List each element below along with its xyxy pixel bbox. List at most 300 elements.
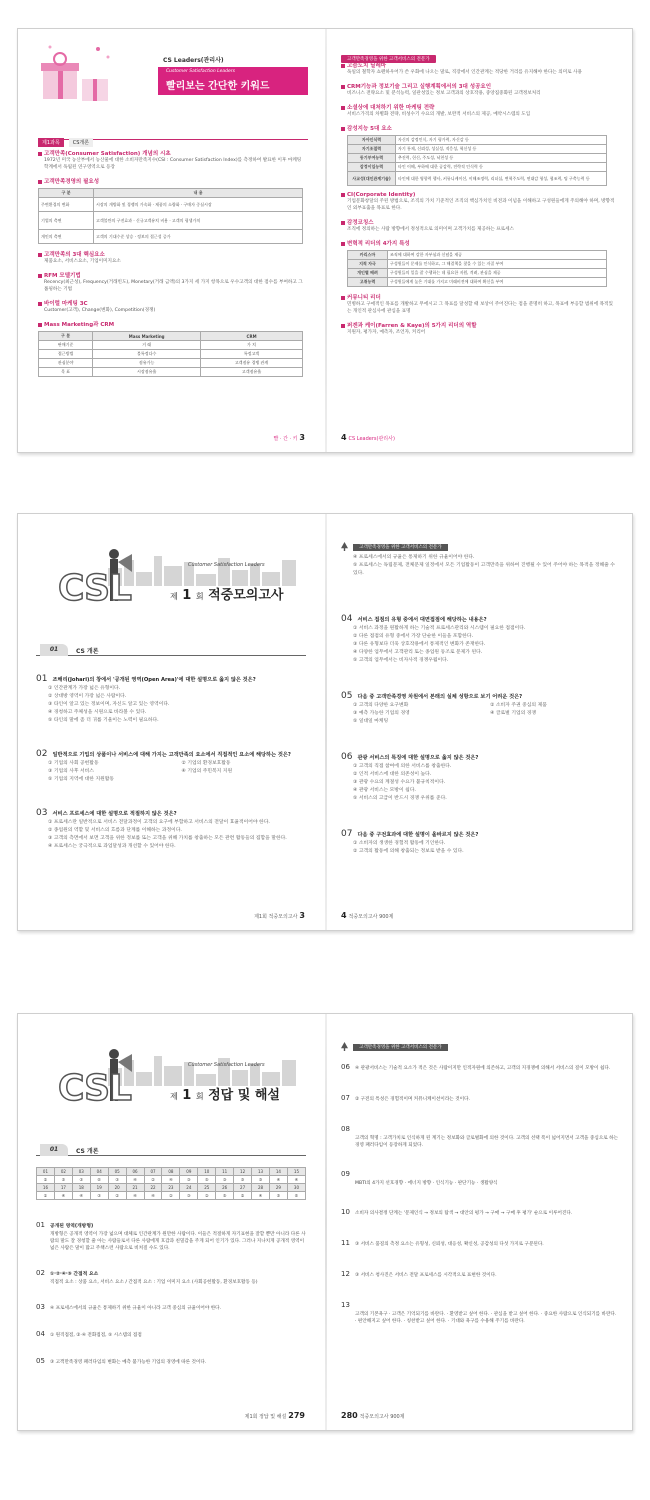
table-cell: ② <box>108 1192 126 1200</box>
table-cell: ④ <box>72 1192 90 1200</box>
banner-sub: Customer Satisfaction Leaders <box>188 1062 265 1068</box>
option: ② 소비자 주권 중심의 제품 <box>490 703 547 708</box>
table-cell: ② <box>162 1192 180 1200</box>
option: ⑤ 고객의 업무에서는 비자사적 경쟁우월이다. <box>353 658 449 663</box>
table-cell: ② <box>234 1192 252 1200</box>
option: ③ 예측 가능한 기업의 경영 <box>353 711 410 716</box>
table-row <box>37 1184 306 1192</box>
option: ① 고객의 직접 참여에 의한 서비스를 창출한다. <box>353 764 452 769</box>
spread-keyword-pages <box>17 28 633 453</box>
option: ④ 경청하고 주체성을 시원으로 바라볼 수 있다. <box>48 710 147 715</box>
banner-title <box>170 584 283 603</box>
question-text: 다음 중 구전효과에 대한 설명이 올바르지 않은 것은? <box>357 832 479 838</box>
explanation-body: 직접적 요소 : 상품 요소, 서비스 요소 / 간접적 요소 : 기업 이미지 요소 (사회공헌활동, 환경보호활동 등) <box>50 1280 258 1285</box>
section <box>38 320 303 377</box>
page-footer <box>254 911 305 920</box>
page-footer <box>273 433 305 442</box>
table-cell: 조직에 대하여 강한 자부심과 신념을 제공 <box>388 251 607 260</box>
table-cell: 타인에 대한 영향력 행사, 커뮤니케이션, 이해조정력, 리더십, 변혁주도력, 연대감 형성, 협조력, 팀 구축능력 등 <box>396 172 607 186</box>
question <box>36 666 306 725</box>
section <box>341 239 617 287</box>
table-cell: ④ <box>126 1176 144 1184</box>
table-cell: ④ <box>126 1192 144 1200</box>
table-cell: 17 <box>54 1184 72 1192</box>
page-header <box>341 1036 448 1055</box>
explanation <box>36 1212 306 1252</box>
table-row <box>39 341 303 350</box>
option: ③ 다른 유형보다 더욱 상호작용에서 통제적인 변화가 존재한다. <box>353 642 486 647</box>
option: ④ 글로벌 기업의 경쟁 <box>490 711 537 716</box>
unit-bar <box>36 644 306 656</box>
unit-number: 01 <box>40 1144 68 1156</box>
table-row <box>39 350 303 359</box>
unit-name: CS 개론 <box>76 1148 99 1155</box>
table-cell: 28 <box>252 1184 270 1192</box>
answer-grid <box>36 1167 306 1200</box>
option: ② 기업의 환경보호활동 <box>181 761 231 766</box>
table-row <box>348 278 607 287</box>
table-row <box>348 172 607 186</box>
explanation-list <box>341 1054 619 1325</box>
table-cell: 29 <box>269 1184 287 1192</box>
explanation-body: ① 원격접점, ②·④ 전화접점, ⑤ 시스템의 접점 <box>50 1333 142 1338</box>
csl-banner <box>48 554 298 614</box>
option: ② 다른 접점의 유형 중에서 가장 단순한 이들을 포함한다. <box>353 634 473 639</box>
table-cell: 04 <box>90 1168 108 1176</box>
section-body: 비즈니스 전략요소 및 분석능력, 일관성있는 정보 고객과의 상호작용, 중앙집중화된 고객정보처리 <box>347 91 541 96</box>
table-row <box>348 136 607 145</box>
table-cell: 25 <box>198 1184 216 1192</box>
leader-table <box>347 250 607 287</box>
table-cell: 고취능력 <box>348 278 388 287</box>
explanation <box>341 1292 619 1325</box>
explanation-number: 13 <box>341 1301 350 1309</box>
explanation-title: ①·②·④·⑤ 간접적 요소 <box>50 1272 99 1277</box>
table-row <box>348 251 607 260</box>
explanation <box>341 1230 619 1249</box>
option: ④ 관광 서비스는 모방이 쉽다. <box>353 788 416 793</box>
explanation-number: 09 <box>341 1170 350 1178</box>
csl-letters: CSL <box>58 1068 131 1109</box>
table-cell: 09 <box>180 1168 198 1176</box>
table-cell: 14 <box>269 1168 287 1176</box>
city-skyline <box>108 1054 298 1086</box>
option: ③ 기업의 사후 서비스 <box>48 769 94 774</box>
table-cell: 가 치 <box>201 341 303 350</box>
table-cell: 동기부여능력 <box>348 154 396 163</box>
explanation <box>36 1294 306 1313</box>
option: ① 인간관계가 가장 넓은 유형이다. <box>48 686 121 691</box>
question-list <box>341 554 619 856</box>
section <box>38 271 303 293</box>
table-row <box>39 359 303 368</box>
table-cell: 30 <box>287 1184 305 1192</box>
tree-icon <box>341 542 348 551</box>
table-cell: ⑤ <box>198 1176 216 1184</box>
table-cell: 목 표 <box>39 368 93 377</box>
explanation-number: 03 <box>36 1303 45 1311</box>
table-cell: ② <box>37 1176 55 1184</box>
table-cell: 21 <box>126 1184 144 1192</box>
table-cell: 카리스마 <box>348 251 388 260</box>
banner-title <box>170 1084 280 1103</box>
explanation <box>36 1348 306 1367</box>
table-row <box>39 198 303 212</box>
table-cell: ③ <box>269 1192 287 1200</box>
question <box>341 744 619 803</box>
explanation-number: 05 <box>36 1357 45 1365</box>
table-cell: ④ <box>144 1192 162 1200</box>
unit-name: CS 개론 <box>76 648 99 655</box>
section-title: 바이럴 마케팅 3C <box>44 301 88 307</box>
table-row <box>37 1192 306 1200</box>
table-cell: 11 <box>216 1168 234 1176</box>
keyword-content-right <box>341 55 617 336</box>
explanation-body: ② 구전의 특성은 경험적이며 커뮤니케이션이라는 것이다. <box>355 1097 470 1102</box>
explanation <box>341 1199 619 1218</box>
table-cell: 타인 이해, 부하에 대한 공감력, 전략적 인식력 등 <box>396 163 607 172</box>
table-cell: 고객불만의 구전효과 · 신규고객유치 비용 · 고객의 평생가치 <box>94 212 303 230</box>
spread-mock-exam <box>17 513 633 931</box>
question-number: 01 <box>36 674 48 684</box>
table-cell: ④ <box>54 1192 72 1200</box>
bullet-square-icon <box>38 274 42 278</box>
header-small: CS Leaders(관리사) <box>163 57 224 64</box>
explanation-list <box>36 1212 306 1367</box>
title-number: 1 <box>182 588 192 603</box>
explanation-number: 02 <box>36 1269 45 1277</box>
table-cell: 시장점유율 <box>93 368 201 377</box>
table-cell: 10 <box>198 1168 216 1176</box>
spread-answers <box>17 1013 633 1431</box>
section-body: 독일의 철학자 쇼펜하우어가 쓴 우화에 나오는 말로, 직장에서 인간관계는 적당한 거리를 유지해야 한다는 의미로 사용 <box>347 70 582 75</box>
page-label: 적중모의고사 900제 <box>348 914 394 920</box>
table-cell: 사교성(대인관계기술) <box>348 172 396 186</box>
explanation <box>341 1161 619 1187</box>
table-row <box>39 212 303 230</box>
page-number: 3 <box>299 433 305 442</box>
explanation <box>341 1054 619 1073</box>
title-number: 1 <box>182 1088 192 1103</box>
option: ② 고객의 활동에 의해 창출되는 정보로 받을 수 있다. <box>353 849 464 854</box>
section <box>38 177 303 244</box>
table-cell: 구성원들에게 높은 기대를 가지고 미래비전에 대하여 확신을 부여 <box>388 278 607 287</box>
section <box>38 299 303 314</box>
explanation-body: ③ 서비스 품질의 측정 요소는 유형성, 신뢰성, 대응성, 확신성, 공감성의 다섯 가지로 구분된다. <box>355 1242 544 1247</box>
title-main: 적중모의고사 <box>208 588 284 603</box>
table-row <box>348 154 607 163</box>
page-number: 4 <box>341 433 347 442</box>
option: ④ 프로세스에서의 규율은 통제하기 위한 규율이어야 한다. <box>353 555 475 560</box>
bullet-square-icon <box>341 64 345 68</box>
table-header: 구 분 <box>39 332 93 341</box>
table-row <box>348 145 607 154</box>
option: ⑤ 일대일 마케팅 <box>353 719 389 724</box>
bullet-square-icon <box>38 323 42 327</box>
option: ⑤ 서비스의 고급이 반드시 경쟁 우위를 준다. <box>353 796 447 801</box>
section-title: 고객만족의 3대 핵심요소 <box>44 252 105 258</box>
unit-tag-row <box>38 129 308 146</box>
option: ② 인적 서비스에 대한 의존성이 높다. <box>353 772 432 777</box>
page-label: 제1회 적중모의고사 <box>254 914 298 920</box>
table-cell: ④ <box>269 1176 287 1184</box>
table-cell: 18 <box>72 1184 90 1192</box>
table-cell: 자기 통제, 신뢰성, 성실성, 적응성, 혁신성 등 <box>396 145 607 154</box>
explanation-number: 04 <box>36 1330 45 1338</box>
explanation-body: 개방형은 공개적 영역이 가장 넓으며 대체로 인간관계가 원만한 사람이다. 이들은 적절하게 자기표현을 잘할 뿐만 아니라 다른 사람의 말도 잘 경청할 줄 아는 사람들로서 다른 사람에게 호감과 친밀감을 주게 되어 인기가 있다. 그러나 지나치게 공개적 영역이 넓은 사람은 말이 많고 주책스런 사람으로 비쳐질 수도 있다. <box>50 1232 306 1251</box>
question-number: 04 <box>341 614 353 624</box>
table-cell: 03 <box>72 1168 90 1176</box>
section-body: Customer(고객), Change(변화), Competition(경쟁) <box>44 308 156 313</box>
bullet-square-icon <box>341 106 345 110</box>
table-cell: 접근방법 <box>39 350 93 359</box>
table-cell: 26 <box>216 1184 234 1192</box>
table-cell: 기업의 측면 <box>39 212 94 230</box>
header-main: 빨리보는 간단한 키워드 <box>166 81 270 92</box>
header-tag: 고객만족경영을 위한 고객서비스의 전문가 <box>341 55 436 63</box>
table-header: 내 용 <box>94 189 303 198</box>
table-cell: 구성원들의 일을 잘 수행하는 데 필요한 지원, 격려, 관심을 제공 <box>388 269 607 278</box>
table-cell: ⑤ <box>90 1176 108 1184</box>
section <box>341 124 617 186</box>
page-label: 빨 · 간 · 키 <box>273 436 298 442</box>
page-number: 3 <box>299 911 305 920</box>
table-cell: ③ <box>234 1176 252 1184</box>
city-skyline <box>108 554 298 586</box>
gift-illustration <box>38 39 118 114</box>
table-row <box>39 230 303 244</box>
header-sub: Customer Satisfaction Leaders <box>166 69 235 74</box>
table-cell: 구성원들이 문제를 인식하고, 그 해결책을 찾을 수 있는 자질 부여 <box>388 260 607 269</box>
page-footer <box>341 911 393 920</box>
explanation <box>341 1261 619 1280</box>
table-cell: ① <box>37 1192 55 1200</box>
question-text: 관광 서비스의 특징에 대한 설명으로 옳지 않은 것은? <box>357 755 479 761</box>
table-cell: ④ <box>287 1176 305 1184</box>
keyword-header <box>38 39 308 129</box>
explanation-number: 06 <box>341 1063 350 1071</box>
bullet-square-icon <box>341 127 345 131</box>
exam-page-left <box>18 514 325 930</box>
table-cell: ③ <box>72 1176 90 1184</box>
section-title: 커뮤니티 리더 <box>347 295 381 301</box>
option: ① 고객의 다양한 요구변화 <box>353 703 409 708</box>
table-cell: ④ <box>162 1176 180 1184</box>
table-cell: 23 <box>162 1184 180 1192</box>
table-cell: ③ <box>216 1176 234 1184</box>
table-cell: ③ <box>54 1176 72 1184</box>
csl-letters: CSL <box>58 568 131 609</box>
option: ⑤ 프로세스는 독립문제, 전체문제 일정에서 모든 기업활동이 고객만족을 위하여 진행될 수 있어 주어야 하는 목적을 정해줄 수 있다. <box>353 563 615 576</box>
table-row <box>348 163 607 172</box>
tree-icon <box>341 1042 348 1051</box>
table-cell: 개인별 배려 <box>348 269 388 278</box>
option: ① 서비스 과정을 원활하게 하는 기술적 프로세스관리와 시스템이 필요한 접점이다. <box>353 626 526 631</box>
section-body: 조직에 정의하는 사람 방향에서 정성적으로 의미이며 고객가치를 제공하는 프로세스 <box>347 227 514 232</box>
question-number: 02 <box>36 749 48 759</box>
table-cell: 추진력, 헌신, 주도성, 낙천성 등 <box>396 154 607 163</box>
section-title: CRM기능과 정보기술 그리고 실행계획에서의 3대 성공요인 <box>347 84 492 90</box>
explanation <box>36 1260 306 1286</box>
page-label: 적중모의고사 900제 <box>359 1414 405 1420</box>
table-row <box>37 1168 306 1176</box>
table-cell: 고객의 기대수준 상승 · 정보의 접근성 증가 <box>94 230 303 244</box>
option: ⑤ 기업의 지역에 대한 지원활동 <box>48 777 115 782</box>
banner-sub: Customer Satisfaction Leaders <box>188 562 265 568</box>
question-number: 05 <box>341 691 353 701</box>
section-body: Recency(최근성), Frequency(거래빈도), Monetary(거래 금액)의 3가지 세 가지 항목으로 우수고객의 대한 점수를 부여하고 그룹핑하는 기법 <box>44 280 303 292</box>
table-cell: 02 <box>54 1168 72 1176</box>
option: ① 기업의 사회 공헌활동 <box>48 761 99 766</box>
option: ④ 프로세스는 궁극적으로 과업달성과 개선할 수 있어야 한다. <box>48 844 176 849</box>
option: ② 상대방 영역이 가장 넓은 사람이다. <box>48 694 127 699</box>
unit-number: 01 <box>40 644 68 656</box>
keyword-content-left <box>38 143 303 377</box>
table-header: 구 분 <box>39 189 94 198</box>
table-cell: 01 <box>37 1168 55 1176</box>
table-cell: 24 <box>180 1184 198 1192</box>
page-footer <box>341 1411 405 1420</box>
section-body: 기업문화창달의 주된 방법으로, 조직의 가치 기준적인 조직의 핵심가치인 비전과 이념을 이해하고 구성원들에게 주의해야 하며, 방향적인 외부표출을 목표로 한다. <box>347 199 615 211</box>
section <box>38 149 303 171</box>
question-number: 06 <box>341 752 353 762</box>
table-cell: 점유가능 <box>93 359 201 368</box>
question <box>341 683 619 726</box>
section <box>341 321 617 336</box>
section-title: 고슴도치 딜레마 <box>347 63 387 69</box>
section-title: 고객만족경영의 필요성 <box>44 179 100 185</box>
title-post: 회 <box>195 1092 204 1101</box>
question-list <box>36 666 306 851</box>
bullet-square-icon <box>38 302 42 306</box>
section-body: 지원자, 평가자, 예측자, 조언자, 커리어 <box>347 330 426 335</box>
section <box>341 82 617 97</box>
page-number: 279 <box>288 1411 305 1420</box>
question <box>341 821 619 856</box>
table-header: Mass Marketing <box>93 332 201 341</box>
bullet-square-icon <box>341 242 345 246</box>
explanation-number: 07 <box>341 1094 350 1102</box>
bullet-square-icon <box>341 193 345 197</box>
explanation <box>341 1116 619 1149</box>
explanation-body: 고객의 혁명 : 고객가치로 인식하게 된 계기는 정보화와 글로벌화에 의한 것이다. 고객의 선택 폭이 넓어지면서 고객을 중심으로 하는 경영 패러다임이 등장하게 되었다. <box>355 1136 619 1148</box>
option: ② 종업원의 역할 및 서비스의 흐름과 단계를 이해하는 과정이다. <box>48 828 182 833</box>
option: ① 소비자의 생생한 경험적 활동에 기인한다. <box>353 841 446 846</box>
page-number: 4 <box>341 911 347 920</box>
page-label: 제1회 정답 및 해설 <box>244 1414 287 1420</box>
page-footer <box>341 433 395 442</box>
bullet-square-icon <box>341 324 345 328</box>
option: ③ 고객의 측면에서 보면 고객을 위한 정보를 또는 고객을 위해 가치를 창출하는 모든 관련 활동들의 집합을 말한다. <box>48 836 287 841</box>
explanation-body: MBTI의 4가지 선호경향 · 에너지 방향 · 인식기능 · 판단기능 · 생활양식 <box>355 1181 498 1186</box>
table-cell: 13 <box>252 1168 270 1176</box>
keyword-page-right <box>327 29 633 452</box>
section-title: 퍼겐과 케이(Farren & Kaye)의 5가지 리더의 역할 <box>347 323 477 329</box>
question <box>36 741 306 784</box>
bullet-square-icon <box>341 221 345 225</box>
table-cell: 12 <box>234 1168 252 1176</box>
title-post: 회 <box>195 592 204 601</box>
title-main: 정답 및 해설 <box>208 1088 280 1103</box>
answer-page-right <box>327 1014 633 1430</box>
section-body: 제품요소, 서비스요소, 기업이미지요소 <box>44 259 121 264</box>
section-title: CI(Corporate Identity) <box>347 192 416 198</box>
section-title: 소셜상에 대처하기 위한 마케팅 전략 <box>347 105 435 111</box>
table-cell: 고객점유율 <box>201 368 303 377</box>
section-title: RFM 모델기법 <box>44 273 81 279</box>
table-cell: ⑤ <box>216 1192 234 1200</box>
table-cell: 감정이입능력 <box>348 163 396 172</box>
table-cell: 판매기준 <box>39 341 93 350</box>
question-text: 다음 중 고객만족경영 차원에서 본래의 실체 성항으로 보기 어려운 것은? <box>357 694 523 700</box>
table-row <box>39 368 303 377</box>
explanation-number: 12 <box>341 1270 350 1278</box>
question <box>341 606 619 665</box>
table-cell: 거 래 <box>93 341 201 350</box>
table-cell: 개인의 측면 <box>39 230 94 244</box>
question <box>36 800 306 851</box>
unit-bar <box>36 1144 306 1156</box>
table-cell: 08 <box>162 1168 180 1176</box>
question-number: 03 <box>36 808 48 818</box>
table-cell: ③ <box>180 1192 198 1200</box>
table-cell: 자신의 감정인식, 자기 평가력, 자신감 등 <box>396 136 607 145</box>
option: ③ 타인이 알고 있는 정보이며, 자신도 알고 있는 영역이다. <box>48 702 170 707</box>
section <box>341 61 617 76</box>
table-cell: ④ <box>252 1192 270 1200</box>
explanation-body: ④ 관광서비스는 기술적 요소가 적은 것은 사람이지만 인적자원에 의존하고, 고객의 지경쟁에 의해서 서비스의 질이 모방이 쉽다. <box>355 1066 611 1071</box>
table-cell: 19 <box>90 1184 108 1192</box>
explanation-body: ③ 고객만족경영 패러다임의 변화는 예측 불가능한 기업의 경영에 따른 것이다. <box>50 1360 207 1365</box>
question-text: 서비스 접점의 유형 중에서 대면접점에 해당하는 내용은? <box>357 617 487 623</box>
bullet-square-icon <box>341 85 345 89</box>
option: ① 프로세스란 일반적으로 서비스 전달과정이 고객의 요구에 부합하고 서비스의 전달이 효율적이어야 한다. <box>48 820 270 825</box>
table-cell: 15 <box>287 1168 305 1176</box>
question-text: 일반적으로 기업의 상품이나 서비스에 대해 가지는 고객만족의 요소에서 직접적인 요소에 해당하는 것은? <box>52 752 291 758</box>
need-table <box>38 188 303 244</box>
table-cell: 22 <box>144 1184 162 1192</box>
eq-table <box>347 135 607 186</box>
section-title: Mass Marketing과 CRM <box>44 322 115 328</box>
explanation-body: ④ 프로세스에서의 규율은 통제하기 위한 규율이 아니라 고객 중심의 규율이어야 한다. <box>50 1306 222 1311</box>
header-pink-bar <box>158 67 308 95</box>
table-cell: ③ <box>90 1192 108 1200</box>
option: ④ 기업의 주민복지 지원 <box>181 769 233 774</box>
title-pre: 제 <box>170 1092 178 1101</box>
table-cell: ⑤ <box>287 1192 305 1200</box>
csl-banner <box>48 1054 298 1114</box>
table-cell: 06 <box>126 1168 144 1176</box>
table-cell: 불특정다수 <box>93 350 201 359</box>
bullet-square-icon <box>38 180 42 184</box>
option: ③ 관광 수요의 계절성 수요가 불규칙적이다. <box>353 780 446 785</box>
explanation-title: 공개된 영역(개방형) <box>50 1224 94 1229</box>
table-cell: ② <box>144 1176 162 1184</box>
keyword-page-left <box>18 29 325 452</box>
table-cell: 자기조절력 <box>348 145 396 154</box>
answer-page-left <box>18 1014 325 1430</box>
section <box>341 293 617 315</box>
unit-name: CS개론 <box>69 138 93 147</box>
table-cell: ③ <box>180 1176 198 1184</box>
bullet-square-icon <box>38 253 42 257</box>
section-title: 고객만족(Consumer Satisfaction) 개념의 시초 <box>44 151 171 157</box>
unit-tag: 제1과목 <box>38 138 64 147</box>
section <box>341 103 617 118</box>
section-body: 1972년 미국 농산부에서 농산물에 대한 소비자만족지수(CSI : Consumer Satisfaction Index)를 측정하여 발표한 이후 마케팅 학계에서 독립된 연구영역으로 등장 <box>44 158 302 170</box>
table-cell: 주변환경의 변화 <box>39 198 94 212</box>
explanation-body: ③ 서비스 청사진은 서비스 전달 프로세스를 시각적으로 표현한 것이다. <box>355 1273 497 1278</box>
